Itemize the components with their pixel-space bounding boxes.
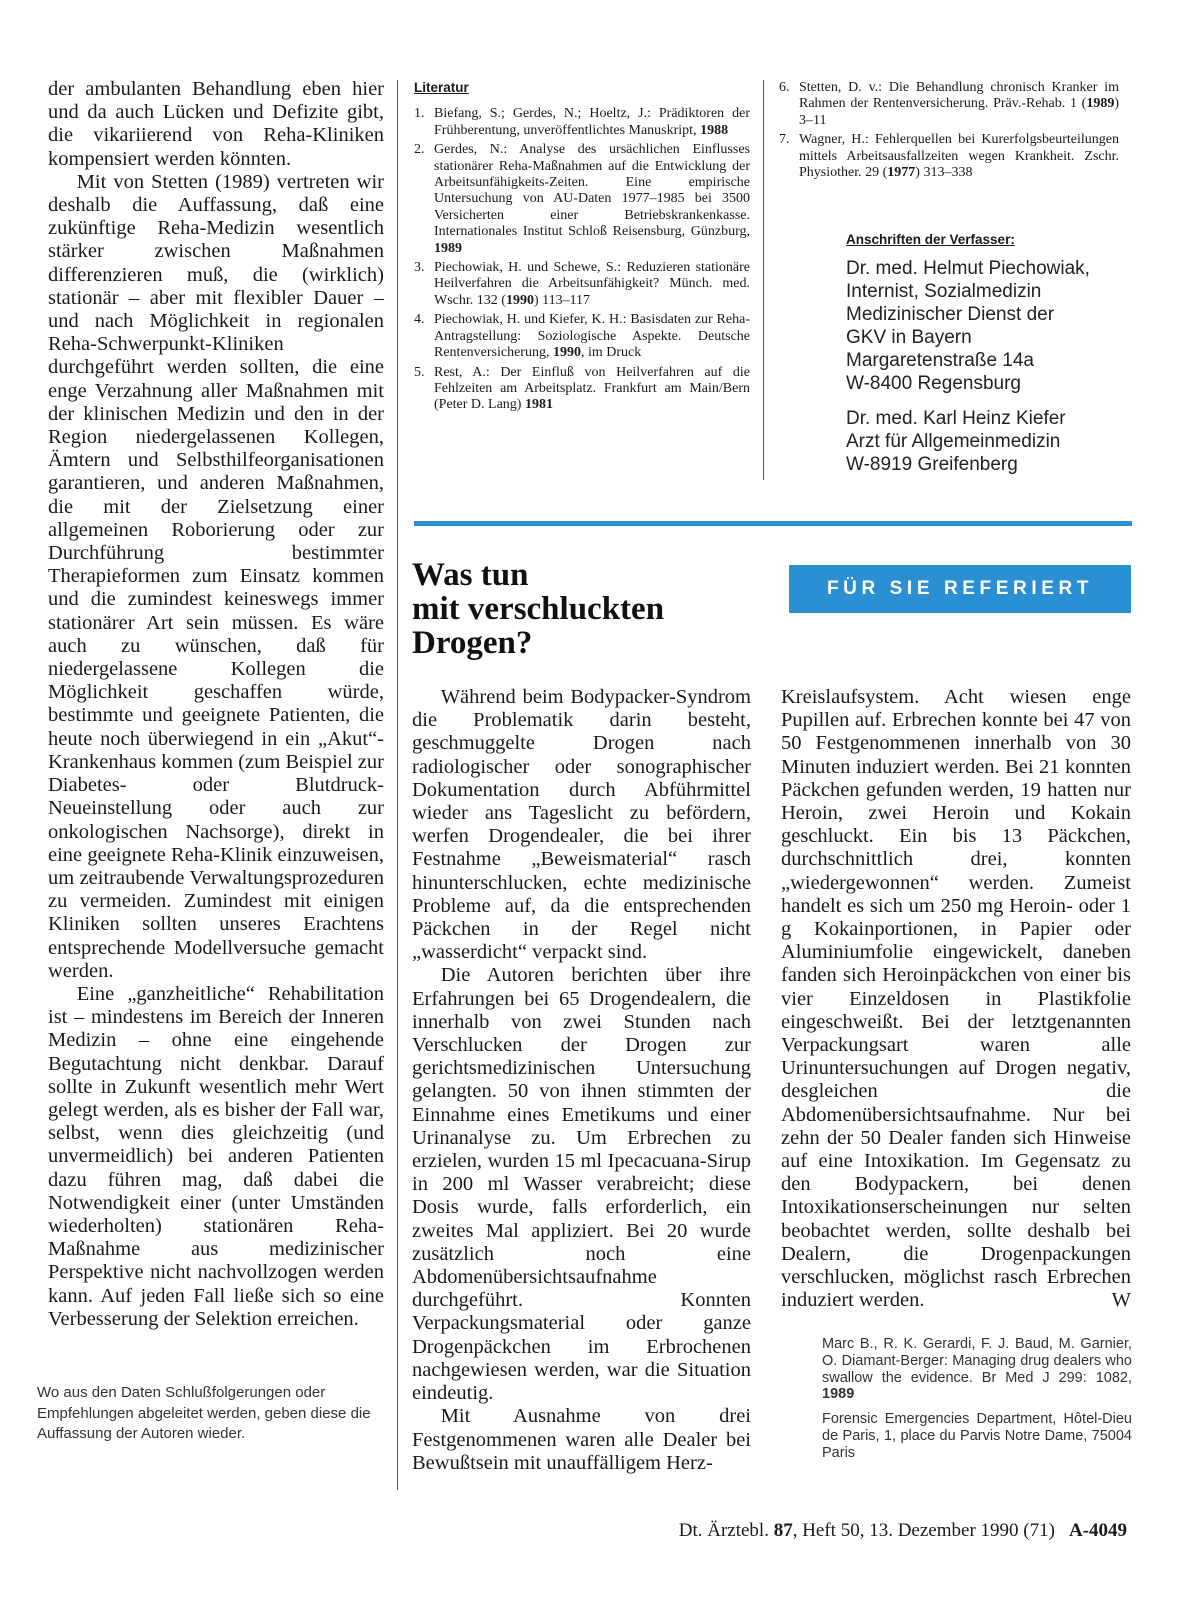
reference-item	[414, 260, 750, 309]
address-line: GKV in Bayern	[846, 327, 972, 348]
paragraph-text: Kreislaufsystem. Acht wiesen enge Pupillen auf. Erbrechen konnte bei 47 von 50 Festgenommenen innerhalb von 30 Minuten induziert werden. Bei 21 konnten Päckchen gefunden werden, 19 hatten nur Heroin, zwei Heroin und Kokain geschluckt. Ein bis 13 Päckchen, durchschnittlich drei, konnten „wiedergewonnen“ werden. Zumeist handelt es sich um 250 mg Heroin- oder 1 g Kokainportionen, in Papier oder Aluminiumfolie eingewickelt, daneben fanden sich Heroinpäckchen von einer bis vier Einzeldosen in Plastikfolie eingeschweißt. Bei der letztgenannten Verpackungsart waren alle Urinuntersuchungen auf Drogen negativ, desgleichen die Abdomenübersichtsaufnahme. Nur bei zehn der 50 Dealer fanden sich Hinweise auf eine Intoxikation. Im Gegensatz zu den Bodypackern, bei denen Intoxikationserscheinungen nur selten beobachtet werden, sollte deshalb bei Dealern, die Drogenpackungen verschlucken, möglichst rasch Erbrechen induziert werden.	[781, 686, 1131, 1312]
reference-number: 6.	[779, 80, 790, 95]
literature-heading: Literatur	[414, 80, 469, 95]
reference-item	[414, 365, 750, 414]
address-line: Dr. med. Karl Heinz Kiefer	[846, 408, 1066, 429]
address-line: Internist, Sozialmedizin	[846, 281, 1042, 302]
author-note: Wo aus den Daten Schlußfolgerungen oder Empfehlungen abgeleitet werden, geben diese die Auffassung der Autoren wieder.	[37, 1384, 371, 1442]
author-signature: W	[1111, 1289, 1131, 1312]
author-addresses	[846, 232, 1146, 476]
reference-year: 1990	[552, 345, 581, 361]
paragraph: Mit von Stetten (1989) vertreten wir deshalb die Auffassung, daß eine zukünftige Reha-Medizin wesentlich stärker zwischen Maßnahmen differenzieren muß, die (wirklich) stationär – aber mit flexibler Dauer – und nach Möglichkeit in regionalen Reha-Schwerpunkt-Kliniken durchgeführt werden sollten, die eine enge Verzahnung aller Maßnahmen mit der klinischen Medizin und den in der Region niedergelassenen Kollegen, Ämtern und Selbsthilfeorganisationen garantieren, und anderen Maßnahmen, die mit der Zielsetzung einer allgemeinen Roborierung oder zur Durchführung bestimmter Therapieformen zum Einsatz kommen und die zumindest keineswegs immer stationärer Art sein müssen. Es wäre auch zu wünschen, daß für niedergelassene Kollegen die Möglichkeit geschaffen würde, bestimmte und geeignete Patienten, die heute noch überwiegend in ein „Akut“-Krankenhaus kommen (zum Beispiel zur Diabetes- oder Blutdruck-Neueinstellung oder auch zur onkologischen Nachsorge), direkt in eine geeignete Reha-Klinik einzuweisen, um zeitraubende Verwaltungsprozeduren zu vermeiden. Zumindest mit einigen Kliniken sollten unseres Erachtens entsprechende Modellversuche gemacht werden.	[48, 170, 384, 982]
reference-text: Stetten, D. v.: Die Behandlung chronisch Kranker im Rahmen der Rentenversicherung. Präv.-Rehab. 1 (	[799, 80, 1119, 112]
source-reference	[822, 1336, 1132, 1403]
reference-year: 1988	[700, 122, 729, 138]
paragraph: Mit Ausnahme von drei Festgenommenen waren alle Dealer bei Bewußtsein mit unauffälligem Herz-	[412, 1405, 751, 1474]
source-affiliation: Forensic Emergencies Department, Hôtel-Dieu de Paris, 1, place du Parvis Notre Dame, 75004 Paris	[822, 1411, 1132, 1461]
reference-number: 2.	[414, 142, 425, 158]
address-line: Arzt für Allgemeinmedizin	[846, 431, 1061, 452]
reference-year: 1981	[524, 397, 553, 413]
paragraph: Eine „ganzheitliche“ Rehabilitation ist – mindestens im Bereich der Inneren Medizin – ohne eine eingehende Begutachtung nicht denkbar. Darauf sollte in Zukunft wesentlich mehr Wert gelegt werden, als es bisher der Fall war, selbst, wenn dies gleichzeitig (und unvermeidlich) bei anderen Patienten dazu führen mag, daß dabei die Notwendigkeit einer (unter Umständen wiederholten) stationären Reha-Maßnahme aus medizinischer Perspektive nicht nachvollzogen werden kann. Auf jeden Fall ließe sich so eine Verbesserung der Selektion erreichen.	[48, 982, 384, 1330]
reference-text: Piechowiak, H. und Kiefer, K. H.: Basisdaten zur Reha-Antragstellung: Soziologische Aspekte. Deutsche Rentenversicherung,	[434, 312, 750, 361]
addresses-heading: Anschriften der Verfasser:	[846, 232, 1015, 247]
headline-line: mit verschluckten	[412, 591, 665, 627]
reference-tail: ) 113–117	[533, 292, 591, 308]
article-source	[822, 1336, 1132, 1470]
reference-number: 7.	[779, 132, 790, 148]
reference-tail: , im Druck	[580, 345, 642, 361]
address-line: W-8919 Greifenberg	[846, 454, 1018, 475]
reference-item	[414, 142, 750, 257]
reference-year: 1990	[505, 292, 534, 308]
page-footer	[589, 1520, 1127, 1542]
page-number: A-4049	[1068, 1520, 1127, 1541]
address-line: Margaretenstraße 14a	[846, 350, 1034, 371]
reference-number: 3.	[414, 260, 425, 276]
reference-text: Biefang, S.; Gerdes, N.; Hoeltz, J.: Prädiktoren der Frühberentung, unveröffentlichtes Manuskript,	[434, 106, 750, 138]
address-line: Medizinischer Dienst der	[846, 304, 1055, 325]
article-column-a	[412, 686, 751, 1475]
headline-line: Drogen?	[412, 625, 533, 661]
reference-item	[414, 312, 750, 361]
reference-year: 1989	[1086, 96, 1115, 112]
reference-text: Wagner, H.: Fehlerquellen bei Kurerfolgsbeurteilungen mittels Arbeitsausfallzeiten wegen Krankheit. Zschr. Physiother. 29 (	[799, 132, 1119, 181]
source-text: Marc B., R. K. Gerardi, F. J. Baud, M. Garnier, O. Diamant-Berger: Managing drug dealers who swallow the evidence. Br Med J 299: 1082,	[822, 1336, 1132, 1386]
reference-year: 1977	[887, 165, 916, 181]
journal-volume: 87	[773, 1520, 793, 1541]
reference-item	[414, 106, 750, 139]
reference-number: 4.	[414, 312, 425, 328]
column-divider	[763, 80, 764, 480]
reference-item	[779, 80, 1119, 129]
address-line: Dr. med. Helmut Piechowiak,	[846, 258, 1090, 279]
section-badge: FÜR SIE REFERIERT	[789, 565, 1131, 613]
journal-name: Dt. Ärztebl.	[678, 1520, 774, 1541]
source-year: 1989	[822, 1386, 855, 1403]
headline-line: Was tun	[412, 557, 529, 593]
article-column-b	[781, 686, 1131, 1312]
reference-text: Piechowiak, H. und Schewe, S.: Reduzieren stationäre Heilverfahren die Arbeitsunfähigkeit? Münch. med. Wschr. 132 (	[434, 260, 750, 308]
reference-text: Rest, A.: Der Einfluß von Heilverfahren auf die Fehlzeiten am Arbeitsplatz. Frankfurt am Main/Bern (Peter D. Lang)	[434, 364, 750, 413]
address-line: W-8400 Regensburg	[846, 373, 1021, 394]
reference-number: 5.	[414, 364, 425, 380]
literature-list	[414, 80, 750, 417]
column-divider	[397, 80, 398, 1490]
reference-tail: ) 313–338	[915, 165, 973, 181]
paragraph: Die Autoren berichten über ihre Erfahrungen bei 65 Drogendealern, die innerhalb von zwei Stunden nach Verschlucken der Drogen zur gerichtsmedizinischen Untersuchung gelangten. 50 von ihnen stimmten der Einnahme eines Emetikums und einer Urinanalyse zu. Um Erbrechen zu erzielen, wurden 15 ml Ipecacuana-Sirup in 200 ml Wasser verabreicht; diese Dosis wurde, falls erforderlich, ein zweites Mal appliziert. Bei 20 wurde zusätzlich noch eine Abdomenübersichtsaufnahme durchgeführt. Konnten Verpackungsmaterial oder ganze Drogenpäckchen im Erbrochenen nachgewiesen werden, war die Situation eindeutig.	[412, 964, 751, 1405]
left-column-text	[48, 78, 384, 1331]
reference-text: Gerdes, N.: Analyse des ursächlichen Einflusses stationärer Reha-Maßnahmen auf die Entwicklung der Arbeitsunfähigkeits-Zeiten. Eine empirische Untersuchung von AU-Daten 1977–1985 bei 3500 Versicherten einer Betriebskrankenkasse. Internationales Institut Schloß Reisensburg, Günzburg,	[434, 142, 750, 240]
article-headline	[412, 558, 752, 660]
paragraph: der ambulanten Behandlung eben hier und da auch Lücken und Defizite gibt, die vikariierend von Reha-Kliniken kompensiert werden könnten.	[48, 78, 384, 170]
journal-issue: , Heft 50, 13. Dezember 1990 (71)	[792, 1520, 1055, 1541]
paragraph	[781, 686, 1131, 1312]
reference-year: 1989	[434, 240, 462, 256]
paragraph: Während beim Bodypacker-Syndrom die Problematik darin besteht, geschmuggelte Drogen nach radiologischer oder sonographischer Dokumentation durch Abführmittel wieder ans Tageslicht zu befördern, werfen Drogendealer, die bei ihrer Festnahme „Beweismaterial“ rasch hinunterschlucken, echte medizinische Probleme auf, da die entsprechenden Päckchen in der Regel nicht „wasserdicht“ verpackt sind.	[412, 686, 751, 964]
literature-list-continued	[779, 80, 1119, 184]
reference-number: 1.	[414, 106, 425, 122]
reference-tail: ) 3–11	[799, 96, 1119, 128]
reference-item	[779, 132, 1119, 181]
section-divider	[414, 521, 1132, 526]
